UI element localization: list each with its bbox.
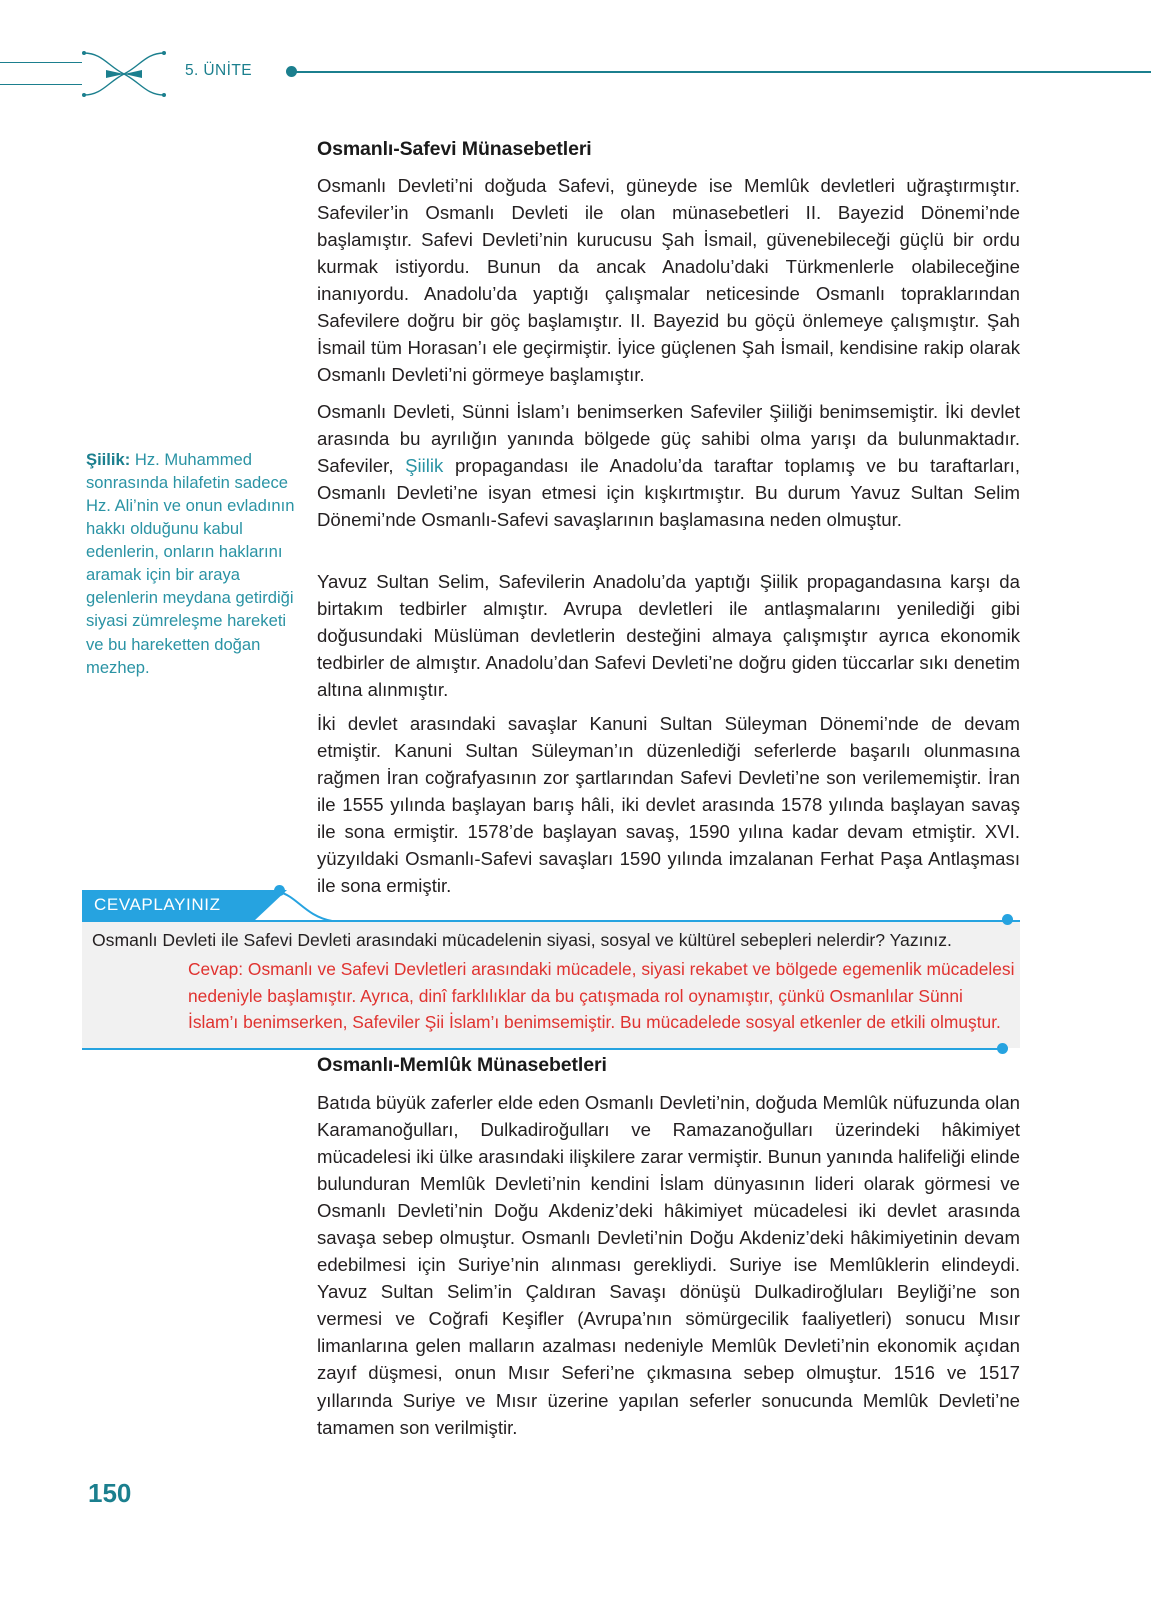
header-rule-right	[288, 71, 1151, 73]
header-rule-left-top	[0, 62, 82, 63]
definition-text: Hz. Muhammed sonrasında hilafetin sadece Hz. Ali’nin ve onun evladının hakkı olduğunu kabul edenlerin, onların haklarını aramak için bir araya gelenlerin meydana getirdiği siyasi zümreleşme hareketi ve bu hareketten doğan mezhep.	[86, 450, 295, 677]
page-number: 150	[88, 1478, 132, 1508]
page-title: Osmanlı-Safevi Münasebetleri	[317, 138, 592, 160]
answer-dot-right-bottom	[997, 1043, 1008, 1054]
unit-label: 5. ÜNİTE	[185, 62, 252, 79]
paragraph-memluk: Batıda büyük zaferler elde eden Osmanlı Devleti’nin, doğuda Memlûk nüfuzunda olan Karamanoğulları, Dulkadiroğulları ve Ramazanoğulları üzerindeki hâkimiyet mücadelesi iki ülke arasındaki ilişkilere zarar vermiştir. Bunun yanında halifeliği elinde bulunduran Memlûk Devleti’nin kendini İslam dünyasının lideri olarak görmesi ve Osmanlı Devleti’nin Doğu Akdeniz’deki hâkimiyet mücadelesi iki devlet arasında savaşa sebep olmuştur. Osmanlı Devleti’nin Doğu Akdeniz’deki hâkimiyetinin devam edebilmesi için Suriye’nin alınması gerekliydi. Suriye ise Memlûklerin elindeydi. Yavuz Sultan Selim’in Çaldıran Savaşı dönüşü Dulkadiroğluları Beyliği’ne son vermesi ve Coğrafi Keşifler (Avrupa’nın sömürgecilik faaliyetleri) sonucu Mısır limanlarına gelen malların azalması nedeniyle Memlûk Devleti’nin ekonomik açıdan zayıf düşmesi, onun Mısır Seferi’ne çıkmasına sebep olmuştur. 1516 ve 1517 yıllarında Suriye ve Mısır üzerine yapılan seferler sonucunda Memlûk Devleti’ne tamamen son verilmiştir.	[317, 1092, 1020, 1438]
section-title-memluk: Osmanlı-Memlûk Münasebetleri	[317, 1054, 607, 1076]
bowtie-ornament-icon	[80, 48, 168, 100]
answer-rule-bottom	[82, 1048, 1002, 1050]
paragraph-part-b: propagandası ile Anadolu’da taraftar toplamış ve bu taraftarları, Osmanlı Devleti’ne isyan etmesi için kışkırtmıştır. Bu durum Yavuz Sultan Selim Dönemi’nde Osmanlı-Safevi savaşlarının başlamasına neden olmuştur.	[317, 455, 1021, 531]
paragraph-sunni-shia	[317, 398, 1020, 533]
student-answer-text: Cevap: Osmanlı ve Safevi Devletleri arasındaki mücadele, siyasi rekabet ve bölgede egemenlik mücadelesi nedeniyle başlamıştır. Ayrıca, dinî farklılıklar da bu çatışmada rol oynamıştır, çünkü Osmanlılar Sünni İslam’ı benimserken, Safeviler Şii İslam’ı benimsemiştir. Bu mücadelede sosyal etkenler de etkili olmuştur.	[188, 959, 1015, 1033]
cevaplayiniz-tab-label: CEVAPLAYINIZ	[94, 895, 221, 914]
definition-term: Şiilik:	[86, 450, 131, 469]
paragraph-part-a: Osmanlı Devleti, Sünni İslam’ı benimserken Safeviler Şiiliği benimsemiştir. İki devlet arasında bu ayrılığın yanında bölgede güç sahibi olma yarışı da bulunmaktadır. Safeviler,	[317, 401, 1020, 477]
tab-swoosh-decoration	[277, 890, 387, 924]
tab-accent-dot	[274, 885, 285, 896]
paragraph-safevi-intro: Osmanlı Devleti’ni doğuda Safevi, güneyde ise Memlûk devletleri uğraştırmıştır. Safeviler’in Osmanlı Devleti ile olan münasebetleri II. Bayezid Dönemi’nde başlamıştır. Safevi Devleti’nin kurucusu Şah İsmail, güvenebileceği güçlü bir ordu kurmak istiyordu. Bunun da ancak Anadolu’daki Türkmenlerle olabileceğine inanıyordu. Anadolu’da yaptığı çalışmalar neticesinde Osmanlı topraklarından Safevilere doğru bir göç başlamıştır. II. Bayezid bu göçü önlemeye çalışmıştır. Şah İsmail tüm Horasan’ı ele geçirmiştir. İyice güçlenen Şah İsmail, kendisine rakip olarak Osmanlı Devleti’ni görmeye başlamıştır.	[317, 175, 1020, 386]
question-text: Osmanlı Devleti ile Safevi Devleti arasındaki mücadelenin siyasi, sosyal ve kültürel sebepleri nelerdir? Yazınız.	[92, 930, 952, 950]
paragraph-kanuni-savaslar: İki devlet arasındaki savaşlar Kanuni Sultan Süleyman Dönemi’nde de devam etmiştir. Kanuni Sultan Süleyman’ın düzenlediği seferlerde başarılı olunmasına rağmen İran coğrafyasının zor şartlarından Safevi Devleti’ne son verilememiştir. İran ile 1555 yılında başlayan barış hâli, iki devlet arasında 1578 yılında başlayan savaş ile sona ermiştir. 1578’de başlayan savaş, 1590 yılına kadar devam etmiştir. XVI. yüzyıldaki Osmanlı-Safevi savaşları 1590 yılında imzalanan Ferhat Paşa Antlaşması ile sona ermiştir.	[317, 713, 1020, 897]
keyword-siilik: Şiilik	[405, 455, 444, 477]
page-header	[0, 0, 1151, 118]
answer-dot-right-top	[1002, 914, 1013, 925]
definition-sidebar	[86, 448, 298, 679]
cevaplayiniz-box	[82, 890, 1020, 1055]
paragraph-yavuz-tedbirler: Yavuz Sultan Selim, Safevilerin Anadolu’da yaptığı Şiilik propagandasına karşı da birtakım tedbirler almıştır. Avrupa devletleri ile antlaşmalarını yenilediği gibi doğusundaki Müslüman devletlerin desteğini almaya çalışmıştır ayrıca ekonomik tedbirler de almıştır. Anadolu’dan Safevi Devleti’ne doğru giden tüccarlar sıkı denetim altına alınmıştır.	[317, 571, 1020, 701]
header-rule-left-bottom	[0, 84, 82, 85]
